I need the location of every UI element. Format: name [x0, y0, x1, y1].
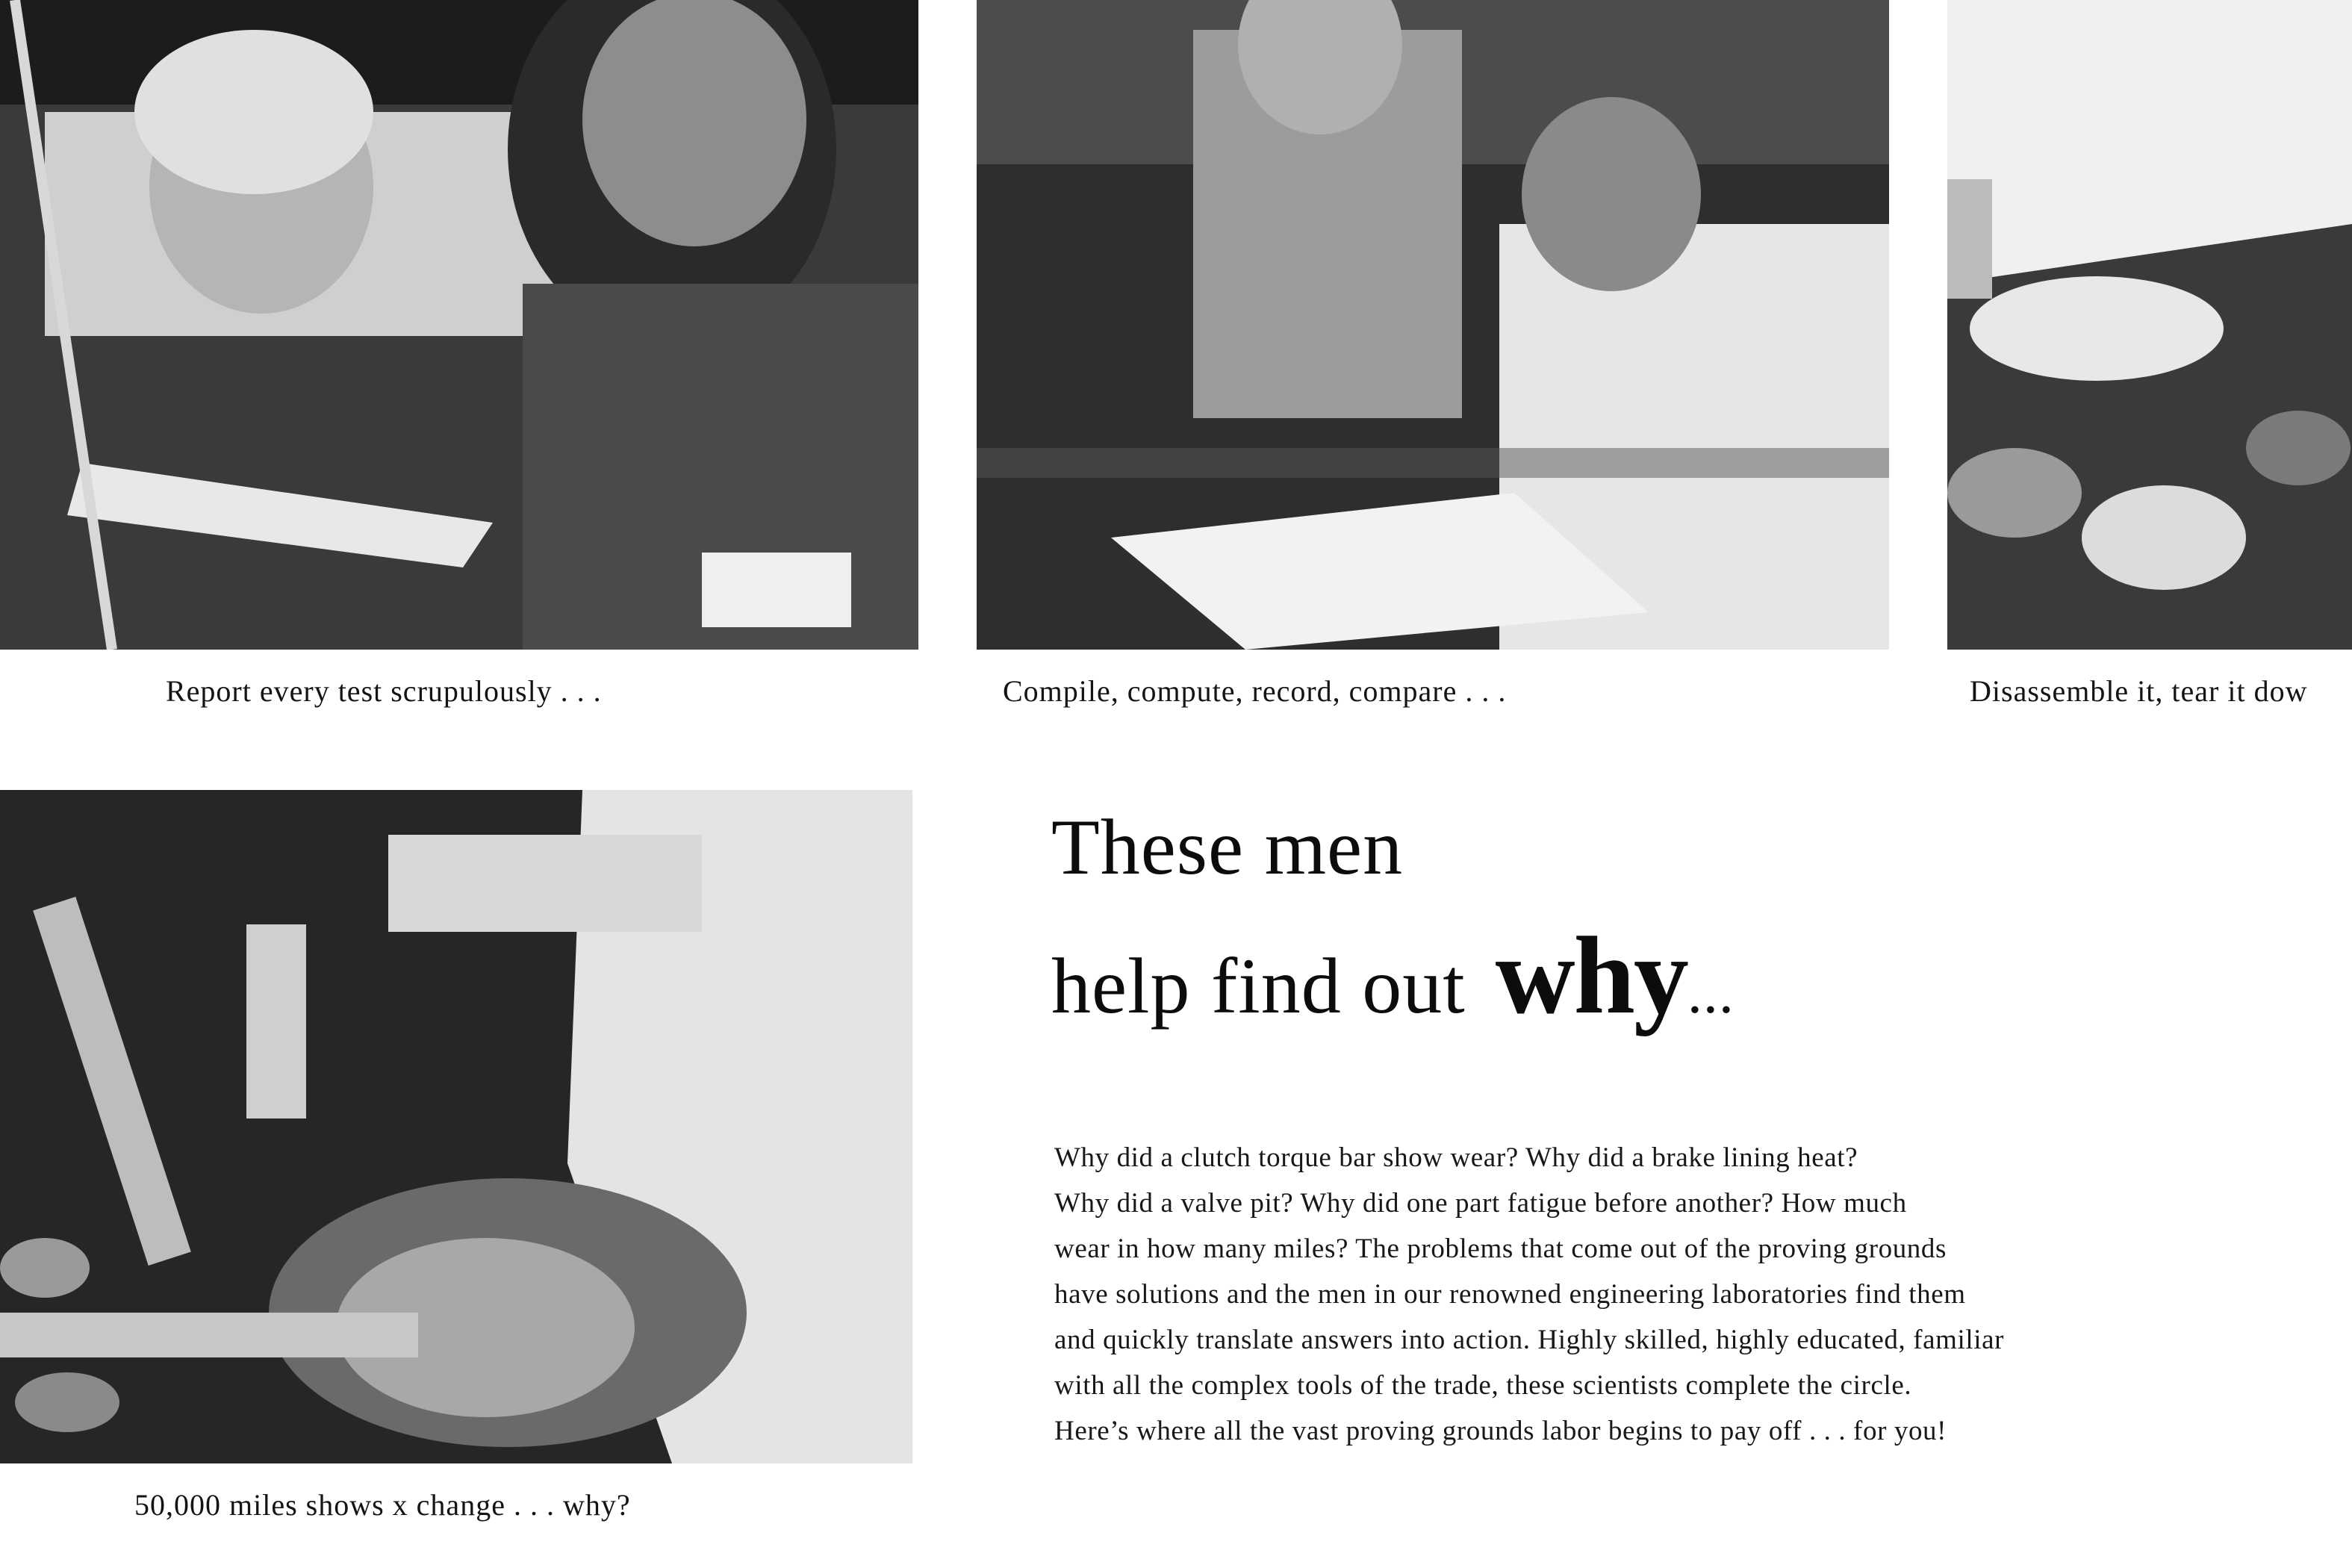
headline: [1051, 803, 1735, 1038]
body-line: Why did a valve pit? Why did one part fatigue before another? How much: [1054, 1188, 1907, 1219]
disassembled-parts-photo: [1947, 0, 2352, 650]
driver-report-photo: [0, 0, 918, 650]
headline-emphasis-why: why: [1495, 915, 1687, 1037]
compile-records-photo: [977, 0, 1889, 650]
photo1-caption: Report every test scrupulously . . .: [166, 674, 602, 708]
photo4-caption: 50,000 miles shows x change . . . why?: [134, 1488, 631, 1522]
body-paragraph: [1054, 1135, 2204, 1454]
photo2-caption: Compile, compute, record, compare . . .: [1003, 674, 1507, 708]
body-line: have solutions and the men in our renowned engineering laboratories find them: [1054, 1279, 1966, 1310]
measuring-instrument-photo: [0, 790, 912, 1463]
headline-line2: [1051, 915, 1735, 1038]
headline-ellipsis: ...: [1687, 960, 1735, 1026]
headline-line1: These men: [1051, 803, 1404, 891]
photo3-caption: Disassemble it, tear it dow: [1970, 674, 2308, 708]
body-line: with all the complex tools of the trade, these scientists complete the circle.: [1054, 1370, 1912, 1401]
body-line: Why did a clutch torque bar show wear? Why did a brake lining heat?: [1054, 1142, 1858, 1173]
body-line: wear in how many miles? The problems that come out of the proving grounds: [1054, 1233, 1947, 1264]
headline-line2-prefix: help find out: [1051, 942, 1466, 1030]
body-line: and quickly translate answers into action. Highly skilled, highly educated, familiar: [1054, 1325, 2005, 1355]
body-line: Here’s where all the vast proving grounds labor begins to pay off . . . for you!: [1054, 1416, 1947, 1446]
